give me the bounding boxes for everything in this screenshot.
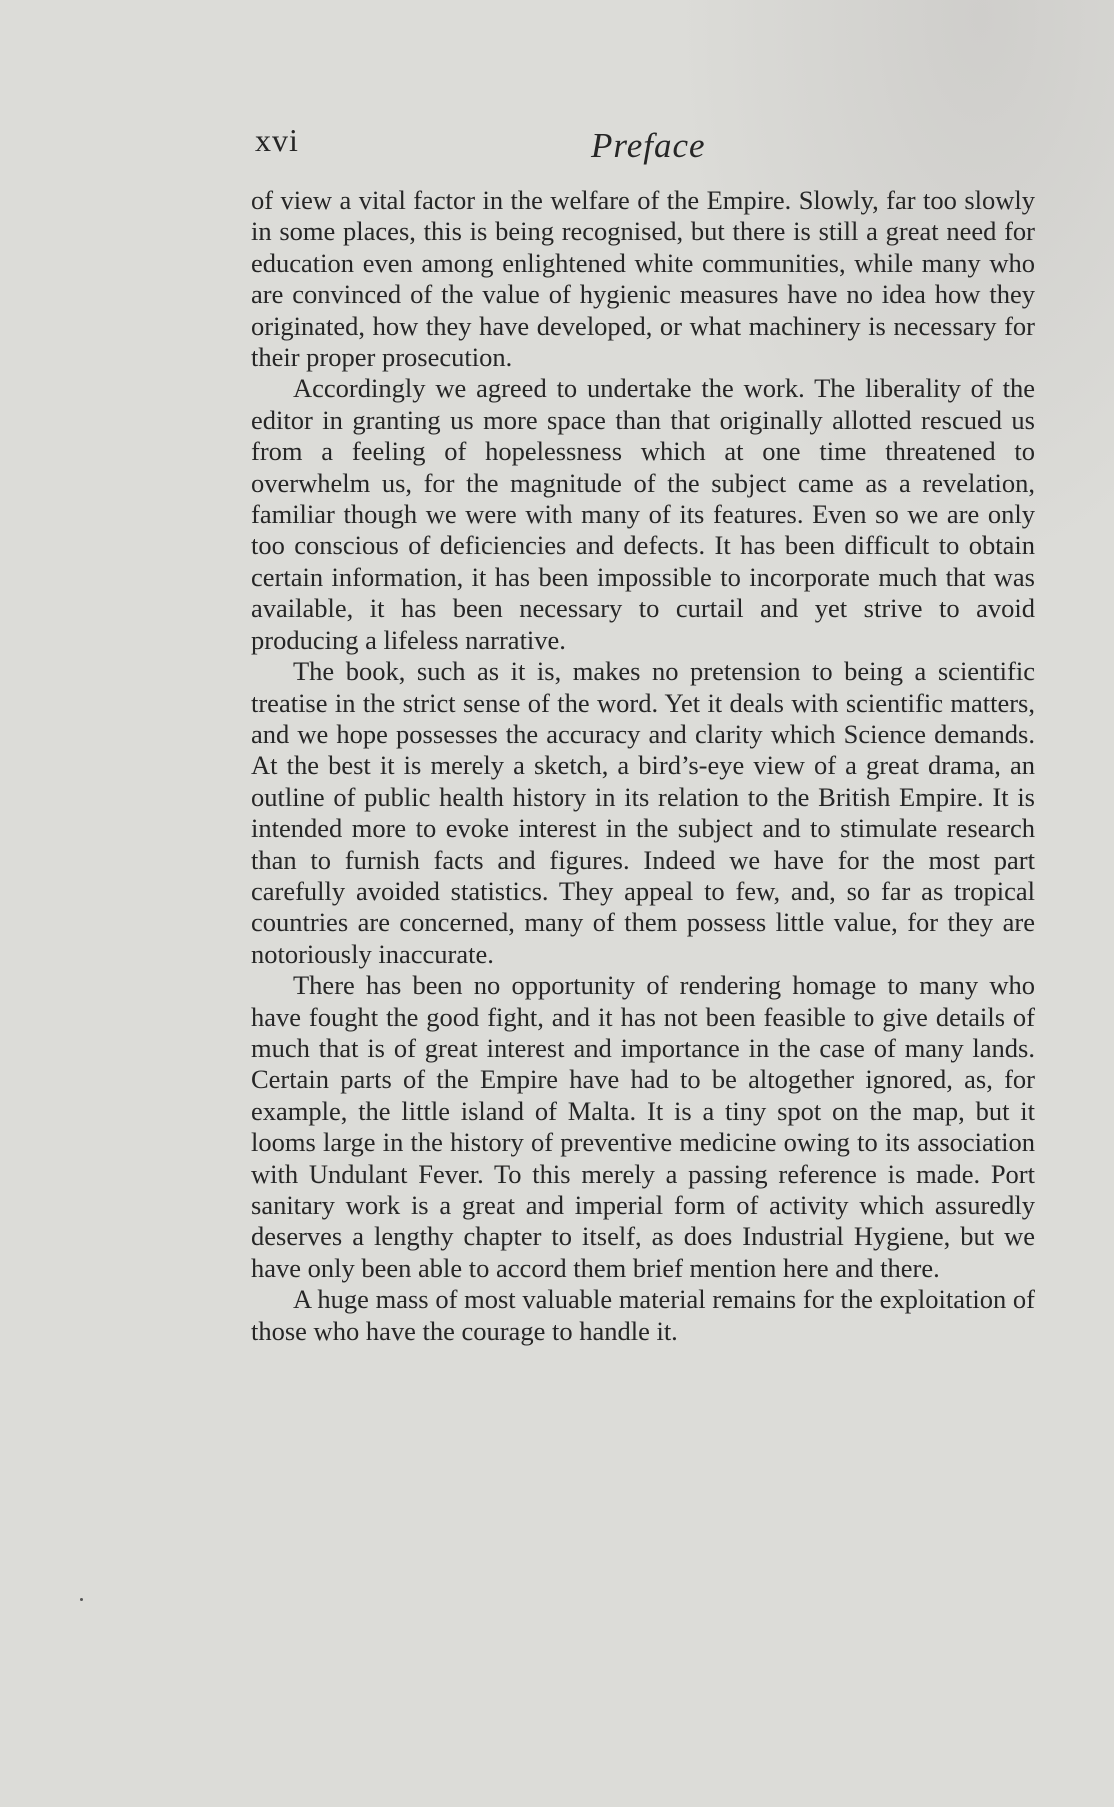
running-title: Preface [591,126,706,165]
running-head [255,118,1035,178]
page-number: xvi [255,122,299,158]
paragraph-1: of view a vital factor in the welfare of the Empire. Slowly, far too slowly in some places, this is being recognised, but there is still a great need for education even among enlightened white communities, while many who are convinced of the value of hygienic measures have no idea how they originated, how they have developed, or what machinery is necessary for their proper prosecution. [251,185,1035,373]
paragraph-3: The book, such as it is, makes no pretension to being a scientific treatise in the strict sense of the word. Yet it deals with scientific matters, and we hope possesses the accuracy and clarity which Science demands. At the best it is merely a sketch, a bird’s-eye view of a great drama, an outline of public health history in its relation to the British Empire. It is intended more to evoke interest in the subject and to stimulate research than to furnish facts and figures. Indeed we have for the most part carefully avoided statistics. They appeal to few, and, so far as tropical countries are concerned, many of them possess little value, for they are notoriously inaccurate. [251,656,1035,969]
paragraph-4: There has been no opportunity of rendering homage to many who have fought the good fight, and it has not been feasible to give details of much that is of great interest and importance in the case of many lands. Certain parts of the Empire have had to be altogether ignored, as, for example, the little island of Malta. It is a tiny spot on the map, but it looms large in the history of preventive medicine owing to its association with Undulant Fever. To this merely a passing reference is made. Port sanitary work is a great and imperial form of activity which assuredly deserves a lengthy chapter to itself, as does Industrial Hygiene, but we have only been able to accord them brief mention here and there. [251,970,1035,1283]
paragraph-2: Accordingly we agreed to undertake the work. The liberality of the editor in granting us more space than that originally allotted rescued us from a feeling of hopelessness which at one time threatened to overwhelm us, for the magnitude of the subject came as a revelation, familiar though we were with many of its features. Even so we are only too conscious of deficiencies and defects. It has been difficult to obtain certain information, it has been impossible to incorporate much that was available, it has been necessary to curtail and yet strive to avoid producing a lifeless narrative. [251,373,1035,655]
body-text [251,185,1035,1347]
paragraph-5: A huge mass of most valuable material remains for the exploitation of those who have the courage to handle it. [251,1284,1035,1346]
paper-speck [80,1598,83,1601]
